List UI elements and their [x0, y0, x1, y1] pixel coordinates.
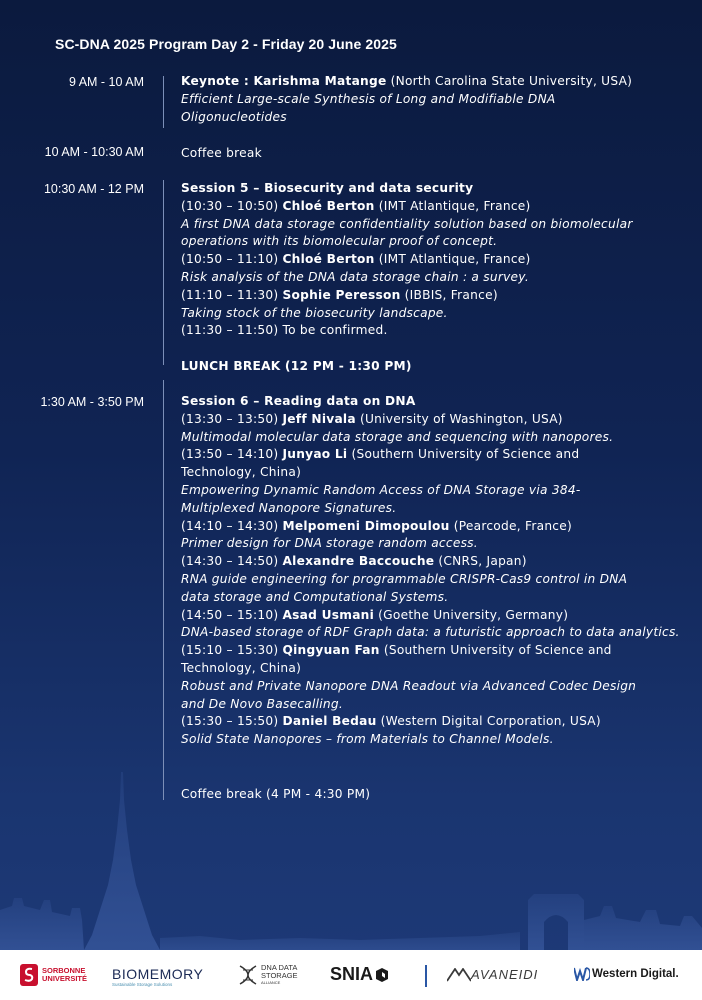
session6-block [181, 393, 681, 749]
rooftops-right [584, 906, 702, 950]
talk-speaker: Jeff Nivala [282, 411, 356, 426]
talk-slot: (10:50 – 11:10) [181, 252, 283, 267]
dna-helix-icon [238, 964, 258, 986]
talk-title: A first DNA data storage confidentiality solution based on biomolecular operations with its biomolecular proof of concept. [181, 216, 633, 249]
time-session5: 10:30 AM - 12 PM [43, 182, 144, 196]
timeline-line [163, 76, 164, 128]
western-digital-mark-icon [574, 967, 590, 981]
talk-speaker: Sophie Peresson [282, 287, 401, 302]
talk-item [181, 251, 681, 269]
talk-item [181, 518, 681, 536]
keynote-talk: Efficient Large-scale Synthesis of Long and Modifiable DNA Oligonucleotides [181, 91, 556, 124]
avaneidi-wordmark: AVANEIDI [471, 967, 539, 982]
time-session6: 1:30 AM - 3:50 PM [40, 395, 144, 409]
talk-speaker: Melpomeni Dimopoulou [282, 518, 450, 533]
talk-slot: (11:10 – 11:30) [181, 287, 283, 302]
page-title: SC-DNA 2025 Program Day 2 - Friday 20 June 2025 [55, 36, 397, 52]
logo-biomemory [112, 966, 203, 987]
sponsor-logo-bar [0, 950, 702, 1000]
talk-speaker: Chloé Berton [282, 252, 375, 267]
talk-affiliation: (IMT Atlantique, France) [374, 198, 531, 213]
talk-speaker: Chloé Berton [282, 198, 375, 213]
session5-block [181, 180, 681, 340]
talk-title: Risk analysis of the DNA data storage chain : a survey. [181, 269, 529, 284]
snia-wordmark: SNIA [330, 964, 374, 984]
dna-line-1: DNA DATA [261, 963, 298, 972]
sorbonne-emblem-icon [20, 964, 38, 986]
biomemory-wordmark: BIOMEMORY [112, 966, 204, 982]
talk-slot: (10:30 – 10:50) [181, 198, 283, 213]
talk-tbc: (11:30 – 11:50) To be confirmed. [181, 323, 388, 338]
talk-item [181, 553, 681, 571]
talk-speaker: Qingyuan Fan [282, 643, 380, 658]
talk-title: Taking stock of the biosecurity landscape. [181, 305, 448, 320]
time-coffee1: 10 AM - 10:30 AM [44, 145, 144, 159]
sorbonne-line-2: UNIVERSITÉ [42, 974, 88, 983]
talk-affiliation: (IBBIS, France) [400, 287, 498, 302]
paris-skyline-illustration [0, 760, 702, 950]
talk-item [181, 446, 651, 482]
talk-item [181, 642, 661, 678]
talk-speaker: Asad Usmani [282, 607, 375, 622]
eiffel-tower-icon [84, 772, 160, 950]
western-digital-wordmark: Western Digital. [592, 968, 679, 980]
keynote-block [181, 73, 681, 126]
rooftops-left [0, 898, 84, 950]
snia-mark-icon [375, 967, 389, 983]
talk-affiliation: (Goethe University, Germany) [374, 607, 569, 622]
keynote-label: Keynote : Karishma Matange [181, 74, 387, 88]
talk-title: Solid State Nanopores – from Materials to Channel Models. [181, 732, 554, 747]
talk-slot: (14:50 – 15:10) [181, 607, 283, 622]
talk-item [181, 411, 681, 429]
session5-heading: Session 5 – Biosecurity and data security [181, 181, 474, 195]
talk-title: Multimodal molecular data storage and sequencing with nanopores. [181, 429, 614, 444]
session6-heading: Session 6 – Reading data on DNA [181, 394, 416, 408]
talk-title: RNA guide engineering for programmable CRISPR-Cas9 control in DNA data storage and Computational Systems. [181, 571, 628, 604]
talk-affiliation: (Pearcode, France) [449, 518, 573, 533]
lunch-break: LUNCH BREAK (12 PM - 1:30 PM) [181, 359, 412, 373]
dna-line-2: STORAGE [261, 970, 298, 980]
talk-slot: (14:10 – 14:30) [181, 518, 283, 533]
timeline-line [163, 180, 164, 365]
talk-speaker: Alexandre Baccouche [282, 554, 435, 569]
sorbonne-line-1: SORBONNE [42, 966, 86, 975]
talk-slot: (14:30 – 14:50) [181, 554, 283, 569]
avaneidi-mark-icon [447, 968, 471, 982]
logo-snia [330, 964, 389, 985]
talk-affiliation: (IMT Atlantique, France) [374, 252, 531, 267]
talk-affiliation: (Southern University of Science and Technology, China) [181, 447, 580, 480]
arc-de-triomphe-icon [528, 894, 584, 950]
talk-title: Empowering Dynamic Random Access of DNA Storage via 384-Multiplexed Nanopore Signatures. [181, 482, 581, 515]
talk-item [181, 713, 681, 731]
talk-title: Primer design for DNA storage random access. [181, 536, 478, 551]
logo-divider [425, 965, 427, 987]
talk-item [181, 198, 681, 216]
talk-affiliation: (CNRS, Japan) [434, 554, 527, 569]
timeline-line [163, 380, 164, 800]
talk-title: Robust and Private Nanopore DNA Readout via Advanced Codec Design and De Novo Basecalling. [181, 678, 637, 711]
talk-speaker: Daniel Bedau [282, 714, 377, 729]
logo-avaneidi [447, 967, 538, 982]
time-keynote: 9 AM - 10 AM [68, 75, 144, 89]
talk-item [181, 607, 681, 625]
coffee-break-1: Coffee break [181, 146, 262, 160]
logo-dna-data-storage-alliance [238, 964, 298, 987]
talk-affiliation: (Western Digital Corporation, USA) [376, 714, 601, 729]
logo-sorbonne [20, 964, 87, 986]
talk-slot: (13:30 – 13:50) [181, 411, 283, 426]
talk-speaker: Junyao Li [282, 447, 348, 462]
talk-slot: (13:50 – 14:10) [181, 447, 283, 462]
talk-affiliation: (University of Washington, USA) [355, 411, 563, 426]
talk-slot: (15:10 – 15:30) [181, 643, 283, 658]
coffee-break-2: Coffee break (4 PM - 4:30 PM) [181, 787, 371, 801]
biomemory-tagline: Sustainable Storage Solutions [112, 982, 173, 987]
keynote-affiliation: (North Carolina State University, USA) [386, 74, 633, 88]
talk-slot: (15:30 – 15:50) [181, 714, 283, 729]
talk-affiliation: (Southern University of Science and Technology, China) [181, 643, 612, 675]
talk-title: DNA-based storage of RDF Graph data: a futuristic approach to data analytics. [181, 625, 680, 640]
rooftops-middle [160, 932, 520, 950]
logo-western-digital [574, 967, 679, 981]
talk-item [181, 287, 681, 305]
dna-line-3: ALLIANCE [261, 980, 281, 985]
